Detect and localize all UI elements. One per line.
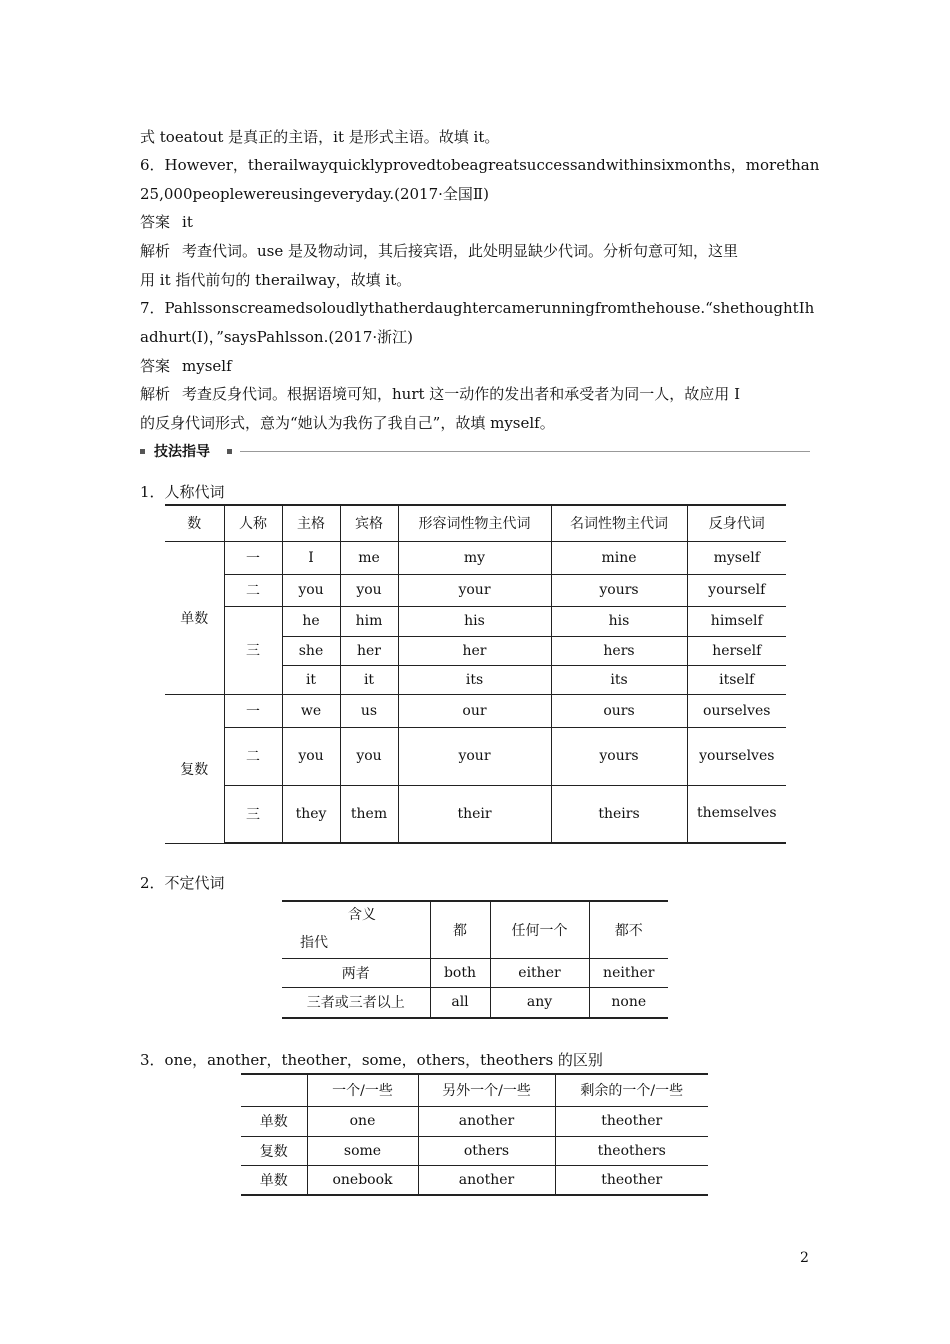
table-cell: my	[398, 541, 551, 574]
answer-value: myself	[182, 357, 232, 375]
text-line: adhurt(I)，”saysPahlsson.(2017·浙江)	[140, 328, 413, 346]
table-cell: yourselves	[687, 727, 786, 785]
header-cell	[241, 1074, 307, 1106]
header-cell: 任何一个	[490, 901, 589, 958]
person-cell: 一	[224, 694, 282, 727]
header-cell: 都不	[589, 901, 668, 958]
number-cell: 复数	[165, 694, 224, 843]
table-cell: him	[340, 606, 398, 636]
table-cell: 三者或三者以上	[282, 987, 430, 1018]
table-row	[165, 785, 786, 843]
table-row	[241, 1136, 708, 1165]
header-cell: 名词性物主代词	[551, 505, 687, 541]
header-cell: 都	[430, 901, 490, 958]
table-cell: onebook	[307, 1165, 418, 1195]
table-row	[165, 694, 786, 727]
table-cell: both	[430, 958, 490, 987]
table-cell: itself	[687, 665, 786, 694]
table-cell: you	[340, 727, 398, 785]
table-cell: your	[398, 574, 551, 606]
person-cell: 二	[224, 574, 282, 606]
table-cell: her	[340, 636, 398, 665]
header-cell: 反身代词	[687, 505, 786, 541]
header-cell: 人称	[224, 505, 282, 541]
table-header-row	[165, 505, 786, 541]
meaning-label: 含义	[348, 907, 376, 923]
table-cell: it	[340, 665, 398, 694]
table-cell: yours	[551, 727, 687, 785]
table-cell: its	[398, 665, 551, 694]
header-cell: 宾格	[340, 505, 398, 541]
header-cell: 一个/一些	[307, 1074, 418, 1106]
analysis-line	[140, 241, 738, 261]
analysis-text: 考查反身代词。根据语境可知，hurt 这一动作的发出者和承受者为同一人，故应用 I	[182, 385, 741, 403]
person-cell: 一	[224, 541, 282, 574]
section-header	[140, 443, 810, 463]
diagonal-header-cell	[282, 901, 430, 958]
table-cell: either	[490, 958, 589, 987]
analysis-text: 考查代词。use 是及物动词，其后接宾语，此处明显缺少代词。分析句意可知，这里	[182, 242, 739, 260]
other-forms-table	[241, 1073, 708, 1196]
table-cell: ours	[551, 694, 687, 727]
table-row	[241, 1106, 708, 1136]
table-row	[241, 1165, 708, 1195]
table-cell: they	[282, 785, 340, 843]
divider	[240, 451, 810, 452]
table-cell: our	[398, 694, 551, 727]
table-heading: 2．不定代词	[140, 874, 225, 892]
table-cell: hers	[551, 636, 687, 665]
table-cell: she	[282, 636, 340, 665]
refer-label: 指代	[300, 935, 328, 951]
table-cell: herself	[687, 636, 786, 665]
question-7: 7．Pahlssonscreamedsoloudlythatherdaughtercamerunningfromthehouse.“shethoughtIh	[140, 299, 815, 317]
table-cell: their	[398, 785, 551, 843]
table-row	[165, 727, 786, 785]
table-cell: one	[307, 1106, 418, 1136]
table-cell: another	[418, 1165, 555, 1195]
person-cell: 三	[224, 606, 282, 694]
table-header-row	[282, 901, 668, 958]
table-cell: her	[398, 636, 551, 665]
answer-value: it	[182, 213, 193, 231]
table-row	[165, 541, 786, 574]
table-cell: his	[398, 606, 551, 636]
table-cell: theirs	[551, 785, 687, 843]
table-cell: mine	[551, 541, 687, 574]
table-cell: himself	[687, 606, 786, 636]
table-cell: 单数	[241, 1106, 307, 1136]
table-cell: some	[307, 1136, 418, 1165]
table-cell: theother	[555, 1106, 708, 1136]
header-cell: 主格	[282, 505, 340, 541]
header-cell: 剩余的一个/一些	[555, 1074, 708, 1106]
table-row	[165, 574, 786, 606]
table-cell: you	[282, 574, 340, 606]
table-cell: yours	[551, 574, 687, 606]
analysis-line	[140, 384, 740, 404]
number-cell: 单数	[165, 541, 224, 694]
table-cell: 两者	[282, 958, 430, 987]
answer-label: 答案	[140, 357, 171, 375]
table-heading: 1．人称代词	[140, 483, 225, 501]
table-cell: 复数	[241, 1136, 307, 1165]
text-line: 用 it 指代前句的 therailway，故填 it。	[140, 271, 412, 289]
header-cell: 数	[165, 505, 224, 541]
table-row	[165, 606, 786, 636]
table-cell: 单数	[241, 1165, 307, 1195]
table-cell: any	[490, 987, 589, 1018]
analysis-label: 解析	[140, 242, 171, 260]
table-cell: it	[282, 665, 340, 694]
table-cell: his	[551, 606, 687, 636]
person-cell: 二	[224, 727, 282, 785]
table-cell: yourself	[687, 574, 786, 606]
table-header-row	[241, 1074, 708, 1106]
table-cell: us	[340, 694, 398, 727]
table-cell: ourselves	[687, 694, 786, 727]
table-cell: you	[282, 727, 340, 785]
table-heading: 3．one，another，theother，some，others，theothers 的区别	[140, 1051, 603, 1069]
table-cell: them	[340, 785, 398, 843]
table-cell: themselves	[687, 785, 786, 843]
table-cell: neither	[589, 958, 668, 987]
table-cell: me	[340, 541, 398, 574]
page-number: 2	[800, 1250, 809, 1266]
header-cell: 形容词性物主代词	[398, 505, 551, 541]
table-cell: I	[282, 541, 340, 574]
text-line: 的反身代词形式，意为“她认为我伤了我自己”，故填 myself。	[140, 414, 555, 432]
analysis-label: 解析	[140, 385, 171, 403]
answer-line	[140, 356, 232, 376]
table-row	[282, 958, 668, 987]
table-cell: another	[418, 1106, 555, 1136]
table-cell: theother	[555, 1165, 708, 1195]
personal-pronoun-table	[165, 504, 786, 844]
text-line: 式 toeatout 是真正的主语，it 是形式主语。故填 it。	[140, 128, 500, 146]
square-bullet-icon	[140, 449, 145, 454]
text-line: 25,000peoplewereusingeveryday.(2017·全国Ⅱ)	[140, 185, 489, 203]
table-cell: your	[398, 727, 551, 785]
table-cell: none	[589, 987, 668, 1018]
section-title: 技法指导	[154, 444, 210, 460]
table-cell: theothers	[555, 1136, 708, 1165]
table-cell: its	[551, 665, 687, 694]
answer-label: 答案	[140, 213, 171, 231]
table-cell: we	[282, 694, 340, 727]
table-cell: he	[282, 606, 340, 636]
table-cell: others	[418, 1136, 555, 1165]
question-6: 6．However，therailwayquicklyprovedtobeagreatsuccessandwithinsixmonths，morethan	[140, 156, 820, 174]
table-cell: myself	[687, 541, 786, 574]
square-bullet-icon	[227, 449, 232, 454]
table-cell: you	[340, 574, 398, 606]
person-cell: 三	[224, 785, 282, 843]
table-cell: all	[430, 987, 490, 1018]
answer-line	[140, 212, 193, 232]
header-cell: 另外一个/一些	[418, 1074, 555, 1106]
indefinite-pronoun-table	[282, 900, 668, 1019]
table-row	[282, 987, 668, 1018]
